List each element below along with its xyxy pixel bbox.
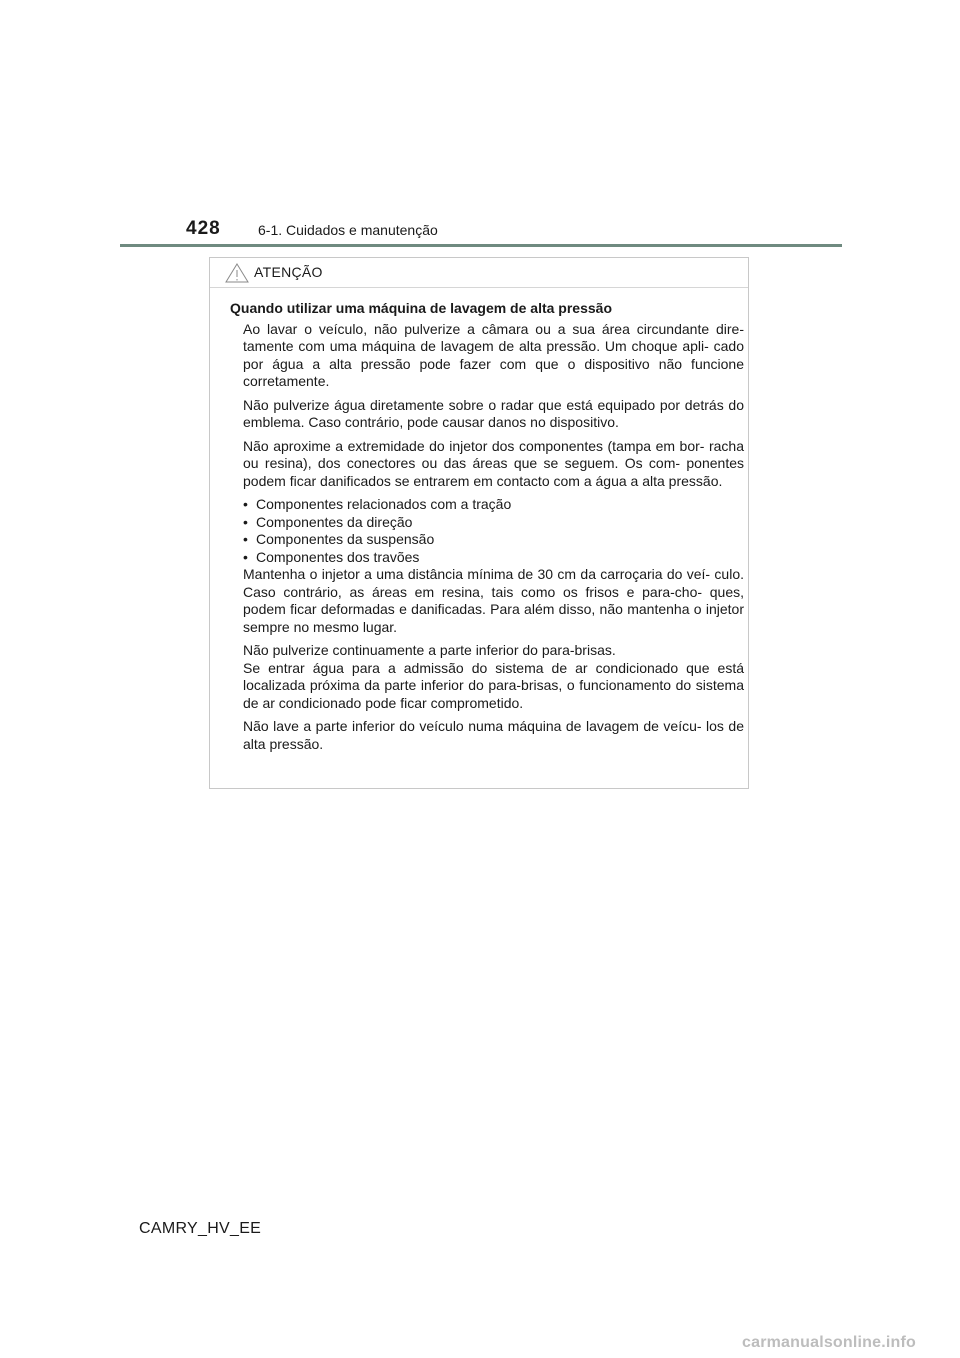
watermark: carmanualsonline.info	[742, 1334, 917, 1351]
list-item: • Componentes da suspensão	[243, 531, 744, 549]
document-code: CAMRY_HV_EE	[139, 1220, 262, 1237]
section-title: 6-1. Cuidados e manutenção	[258, 222, 438, 238]
list-item: • Componentes relacionados com a tração	[243, 496, 744, 514]
header-rule	[120, 244, 842, 247]
warning-box	[209, 257, 749, 789]
paragraph-underbody: Não lave a parte inferior do veículo numa máquina de lavagem de veícu- los de alta pressão.	[243, 718, 744, 752]
warning-header	[210, 258, 748, 288]
warning-triangle-icon	[225, 263, 249, 283]
paragraph-windshield-detail: Se entrar água para a admissão do sistema de ar condicionado que está localizada próxima da parte inferior do para-brisas, o funcionamento do sistema de ar condicionado pode ficar comprometido.	[243, 659, 744, 711]
list-item: • Componentes da direção	[243, 514, 744, 532]
component-list	[243, 496, 744, 566]
page-number: 428	[186, 218, 221, 239]
paragraph-distance: Mantenha o injetor a uma distância mínima de 30 cm da carroçaria do veí- culo. Caso contrário, as áreas em resina, tais como os frisos e para-cho- ques, podem ficar deformadas e danificadas. Para além disso, não mantenha o injetor sempre no mesmo lugar.	[243, 566, 744, 635]
paragraph-radar: Não pulverize água diretamente sobre o radar que está equipado por detrás do emblema. Caso contrário, pode causar danos no dispositivo.	[243, 396, 744, 430]
warning-heading: Quando utilizar uma máquina de lavagem de alta pressão	[230, 300, 612, 316]
list-item: • Componentes dos travões	[243, 549, 744, 567]
paragraph-windshield: Não pulverize continuamente a parte inferior do para-brisas.	[243, 642, 616, 658]
warning-label: ATENÇÃO	[254, 264, 323, 280]
warning-body	[230, 300, 744, 759]
paragraph-camera: Ao lavar o veículo, não pulverize a câmara ou a sua área circundante dire- tamente com uma máquina de lavagem de alta pressão. Um choque apli- cado por água a alta pressão pode fazer com que o dispositivo não funcione corretamente.	[243, 320, 744, 389]
paragraph-nozzle: Não aproxime a extremidade do injetor dos componentes (tampa em bor- racha ou resina), dos conectores ou das áreas que se seguem. Os com- ponentes podem ficar danificados se entrarem em contacto com a água a alta pressão.	[243, 437, 744, 489]
